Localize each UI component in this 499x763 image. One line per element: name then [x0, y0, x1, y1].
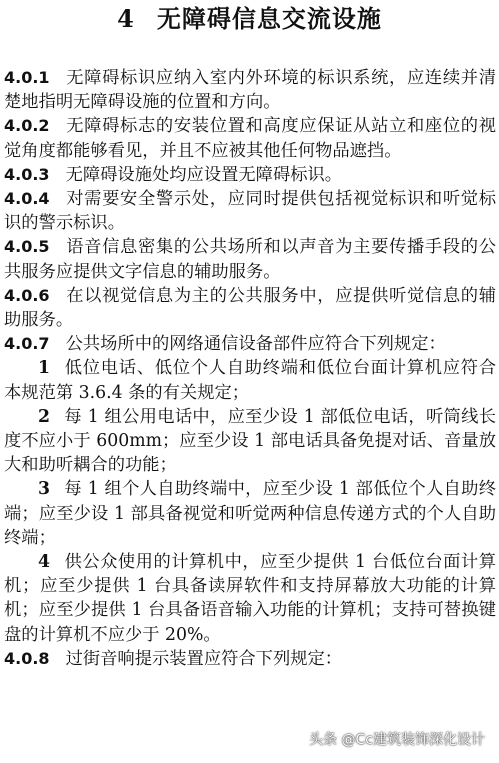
item-number: 1 — [38, 358, 51, 379]
clause-4-0-6 — [4, 284, 496, 332]
clause-4-0-5 — [4, 235, 496, 283]
clause-number: 4.0.4 — [4, 189, 50, 209]
list-item-1 — [4, 356, 496, 404]
watermark-text: 头条 @Cc建筑装饰深化设计 — [309, 732, 485, 748]
item-number: 3 — [38, 479, 51, 500]
chapter-number: 4 — [117, 4, 135, 33]
clause-number: 4.0.1 — [4, 68, 50, 87]
clause-text: 无障碍设施处均应设置无障碍标识。 — [65, 164, 343, 185]
clause-4-0-8 — [4, 647, 496, 671]
chapter-title — [0, 4, 499, 34]
list-item-4 — [4, 550, 496, 647]
clause-number: 4.0.5 — [4, 237, 50, 257]
clause-4-0-4 — [4, 187, 496, 235]
item-number: 2 — [38, 406, 51, 427]
clause-4-0-1 — [4, 66, 496, 114]
clause-4-0-2 — [4, 114, 496, 162]
clause-text: 对需要安全警示处，应同时提供包括视觉标识和听觉标识的警示标识。 — [4, 189, 496, 234]
clause-4-0-7 — [4, 332, 496, 356]
item-text: 供公众使用的计算机中，应至少提供 1 台低位台面计算机；应至少提供 1 台具备读屏软件和支持屏幕放大功能的计算机；应至少提供 1 台具备语音输入功能的计算机；支持可替换键盘的计算机不应少于 20%。 — [4, 552, 496, 645]
clause-number: 4.0.2 — [4, 116, 50, 136]
clause-text: 无障碍标识应纳入室内外环境的标识系统，应连续并清楚地指明无障碍设施的位置和方向。 — [4, 68, 496, 113]
document-body — [4, 66, 496, 671]
clause-text: 过街音响提示装置应符合下列规定： — [65, 648, 343, 669]
clause-number: 4.0.8 — [4, 648, 50, 668]
clause-text: 在以视觉信息为主的公共服务中，应提供听觉信息的辅助服务。 — [4, 285, 496, 331]
clause-number: 4.0.3 — [4, 164, 50, 184]
list-item-2 — [4, 405, 496, 478]
chapter-title-text: 无障碍信息交流设施 — [156, 4, 382, 33]
item-text: 每 1 组公用电话中，应至少设 1 部低位电话，听筒线长度不应小于 600mm；应至少设 1 部电话具备免提对话、音量放大和助听耦合的功能； — [4, 406, 496, 476]
item-number: 4 — [38, 552, 51, 573]
list-item-3 — [4, 477, 496, 550]
item-text: 低位电话、低位个人自助终端和低位台面计算机应符合本规范第 3.6.4 条的有关规定； — [4, 358, 496, 403]
clause-text: 语音信息密集的公共场所和以声音为主要传播手段的公共服务应提供文字信息的辅助服务。 — [4, 237, 496, 282]
clause-text: 无障碍标志的安装位置和高度应保证从站立和座位的视觉角度都能够看见，并且不应被其他任何物品遮挡。 — [4, 116, 496, 161]
clause-number: 4.0.6 — [4, 285, 50, 305]
clause-number: 4.0.7 — [4, 334, 50, 354]
item-text: 每 1 组个人自助终端中，应至少设 1 部低位个人自助终端；应至少设 1 部具备视觉和听觉两种信息传递方式的个人自助终端； — [4, 479, 496, 548]
clause-4-0-3 — [4, 163, 496, 187]
clause-text: 公共场所中的网络通信设备部件应符合下列规定： — [65, 334, 446, 355]
